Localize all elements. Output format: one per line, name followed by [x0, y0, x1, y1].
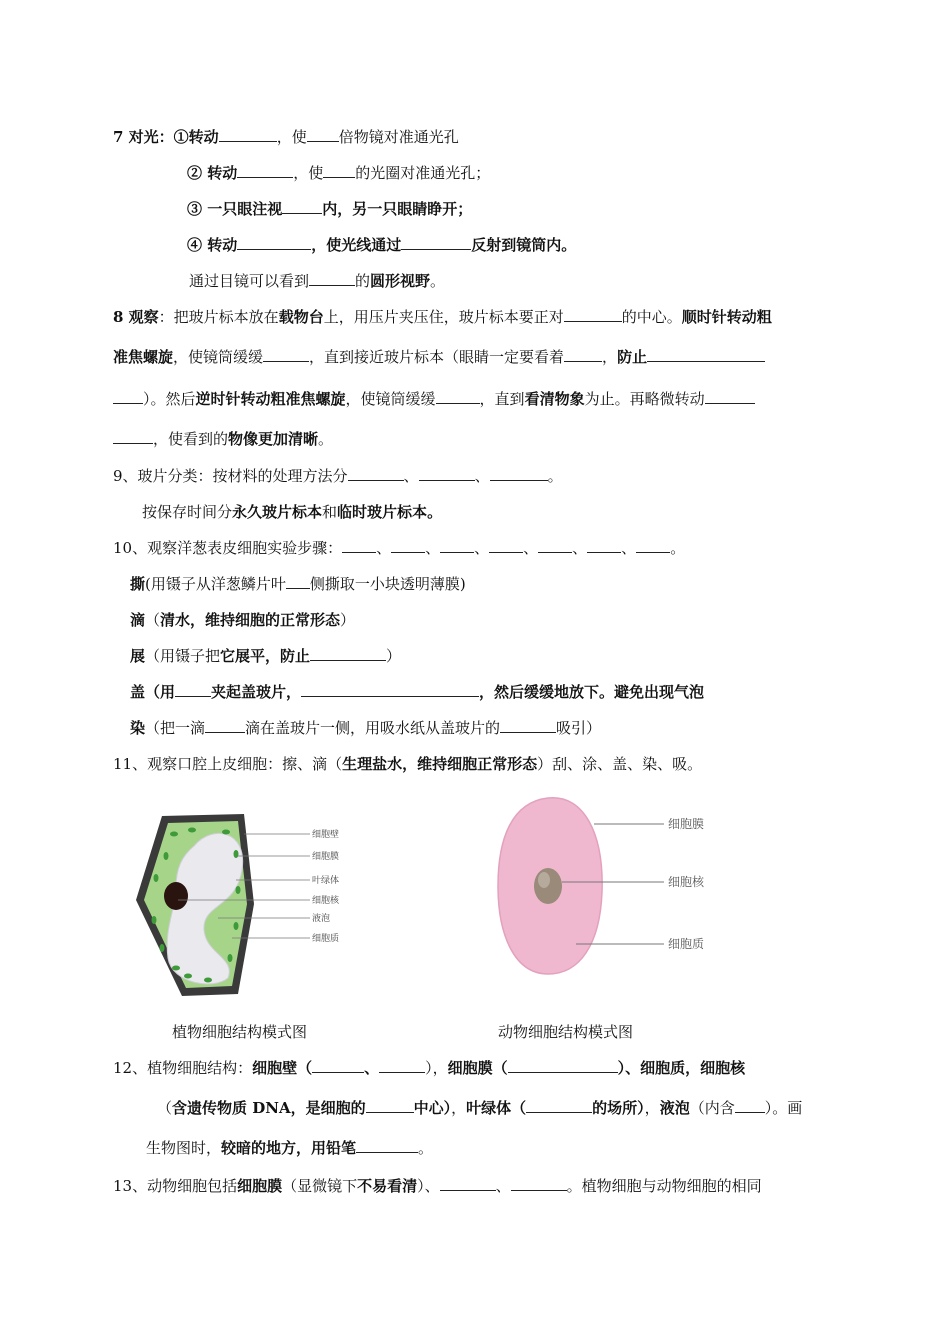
label-cell-wall: 细胞壁	[312, 830, 340, 840]
blank[interactable]	[564, 347, 602, 362]
blank[interactable]	[307, 127, 339, 142]
s7-line5: 通过目镜可以看到 的圆形视野。	[189, 272, 446, 290]
blank[interactable]	[419, 466, 475, 481]
blank[interactable]	[526, 1098, 592, 1113]
s11-line: 11、观察口腔上皮细胞：擦、滴（生理盐水，维持细胞正常形态）刮、涂、盖、染、吸。	[113, 755, 703, 773]
blank[interactable]	[401, 235, 471, 250]
blank[interactable]	[705, 389, 755, 404]
animal-cell-diagram	[492, 794, 732, 984]
blank[interactable]	[508, 1058, 618, 1073]
blank[interactable]	[490, 466, 548, 481]
s8-line1: 8 观察：把玻片标本放在载物台上，用压片夹压住，玻片标本要正对 的中心。顺时针转动粗	[113, 308, 772, 326]
label-cell-membrane: 细胞膜	[312, 852, 340, 862]
s12-line2: （含遗传物质 DNA，是细胞的 中心），叶绿体（ 的场所），液泡（内含 ）。画	[157, 1099, 803, 1117]
blank[interactable]	[735, 1098, 765, 1113]
blank[interactable]	[219, 127, 277, 142]
blank[interactable]	[538, 538, 572, 553]
s10-step-cover: 盖（用 夹起盖玻片， ，然后缓缓地放下。避免出现气泡	[130, 683, 705, 701]
blank[interactable]	[113, 429, 153, 444]
nucleus	[534, 868, 562, 904]
blank[interactable]	[348, 466, 404, 481]
s9-line1: 9、玻片分类：按材料的处理方法分 、 、 。	[113, 467, 563, 485]
blank[interactable]	[286, 574, 310, 589]
s9-line2: 按保存时间分永久玻片标本和临时玻片标本。	[142, 503, 443, 521]
s10-step-drop: 滴（清水，维持细胞的正常形态）	[130, 611, 356, 629]
blank[interactable]	[175, 682, 211, 697]
blank[interactable]	[440, 538, 474, 553]
label-vacuole: 液泡	[312, 914, 331, 924]
blank[interactable]	[636, 538, 670, 553]
s8-line3: ）。然后逆时针转动粗准焦螺旋，使镜筒缓缓 ，直到看清物象为止。再略微转动	[113, 389, 755, 409]
blank[interactable]	[379, 1058, 425, 1073]
blank[interactable]	[647, 347, 765, 362]
nucleus	[164, 882, 188, 910]
s10-step-spread: 展（用镊子把它展平，防止 ）	[130, 647, 402, 665]
blank[interactable]	[511, 1176, 567, 1191]
s8-line4: ，使看到的物像更加清晰。	[113, 429, 333, 449]
animal-caption: 动物细胞结构模式图	[498, 1023, 634, 1041]
blank[interactable]	[263, 347, 309, 362]
label-cytoplasm: 细胞质	[668, 937, 705, 951]
label-chloroplast: 叶绿体	[312, 876, 340, 886]
blank[interactable]	[282, 199, 322, 214]
s10-step-stain: 染（把一滴 滴在盖玻片一侧，用吸水纸从盖玻片的 吸引）	[130, 719, 602, 737]
blank[interactable]	[323, 163, 355, 178]
blank[interactable]	[356, 1138, 418, 1153]
label-cell-membrane: 细胞膜	[668, 817, 705, 831]
s7-line4: ④ 转动 ，使光线通过 反射到镜筒内。	[187, 236, 577, 254]
s13-line: 13、动物细胞包括细胞膜（显微镜下不易看清）、 、 。植物细胞与动物细胞的相同	[113, 1177, 762, 1195]
label-cytoplasm: 细胞质	[312, 934, 340, 944]
plant-cell-diagram	[132, 808, 372, 1000]
blank[interactable]	[342, 538, 376, 553]
blank[interactable]	[312, 1058, 364, 1073]
s10-title: 10、观察洋葱表皮细胞实验步骤： 、 、 、 、 、 、 。	[113, 539, 686, 557]
s10-step-tear: 撕(用镊子从洋葱鳞片叶 侧撕取一小块透明薄膜)	[130, 575, 466, 593]
label-nucleus: 细胞核	[668, 875, 705, 889]
blank[interactable]	[237, 163, 293, 178]
blank[interactable]	[440, 1176, 496, 1191]
blank[interactable]	[113, 389, 143, 404]
blank[interactable]	[309, 271, 355, 286]
s7-line2: ② 转动 ，使 的光圈对准通光孔；	[187, 164, 491, 182]
s7-line1: 7 对光：①转动 ，使 倍物镜对准通光孔	[113, 128, 459, 146]
blank[interactable]	[564, 307, 622, 322]
s7-line3: ③ 一只眼注视 内，另一只眼睛睁开；	[187, 200, 473, 218]
blank[interactable]	[310, 646, 386, 661]
blank[interactable]	[391, 538, 425, 553]
s12-line3: 生物图时，较暗的地方，用铅笔 。	[146, 1139, 434, 1157]
label-nucleus: 细胞核	[312, 896, 340, 906]
blank[interactable]	[366, 1098, 414, 1113]
blank[interactable]	[436, 389, 480, 404]
blank[interactable]	[301, 682, 479, 697]
blank[interactable]	[489, 538, 523, 553]
blank[interactable]	[500, 718, 556, 733]
s8-line2: 准焦螺旋，使镜筒缓缓 ，直到接近玻片标本（眼睛一定要看着 ，防止	[113, 347, 765, 367]
blank[interactable]	[587, 538, 621, 553]
blank[interactable]	[205, 718, 245, 733]
plant-caption: 植物细胞结构模式图	[172, 1023, 308, 1041]
s12-line1: 12、植物细胞结构：细胞壁（ 、 ），细胞膜（ ）、细胞质，细胞核	[113, 1059, 746, 1077]
blank[interactable]	[237, 235, 311, 250]
